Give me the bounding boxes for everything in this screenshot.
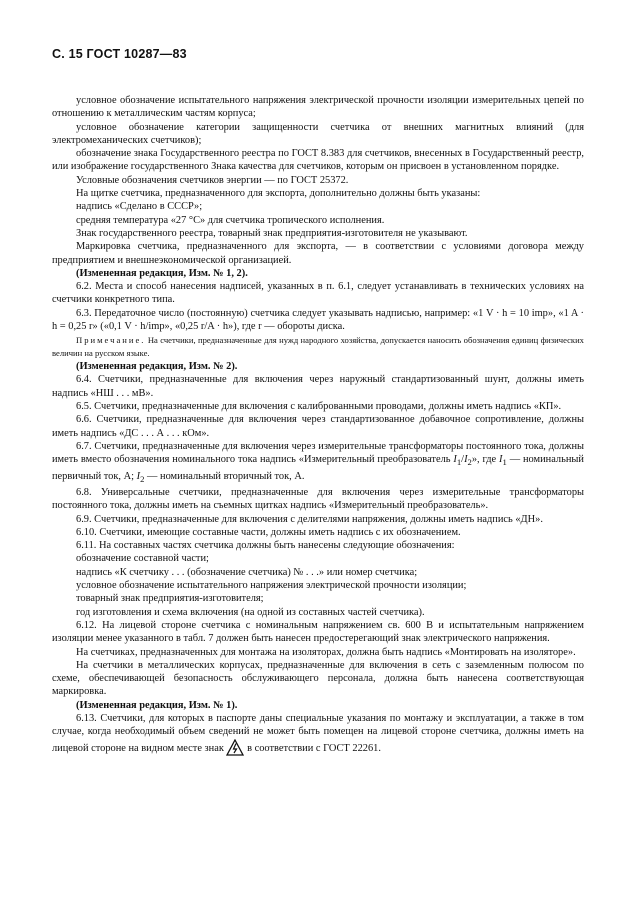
clause-6-7-text: 6.7. Счетчики, предназначенные для включения через измерительные трансформаторы постоянного тока, должны иметь вместо обозначения номинального тока надпись «Измерительный преобразователь bbox=[52, 440, 584, 466]
page-header: С. 15 ГОСТ 10287—83 bbox=[52, 47, 187, 61]
var-i: I bbox=[464, 454, 468, 466]
note-label: Примечание. bbox=[76, 335, 146, 346]
sub-2: 2 bbox=[467, 457, 472, 468]
warning-triangle-icon bbox=[226, 739, 244, 756]
sub-1: 1 bbox=[502, 457, 507, 468]
clause-6-10: 6.10. Счетчики, имеющие составные части, должны иметь надпись с их обозначением. bbox=[76, 526, 461, 538]
clause-6-13 bbox=[52, 712, 584, 756]
clause-6-7 bbox=[52, 440, 584, 486]
clause-6-12: 6.12. На лицевой стороне счетчика с номинальным напряжением св. 600 В и испытательным напряжением изоляции менее указанного в табл. 7 должен быть нанесен предостерегающий знак электрического напряжения. bbox=[52, 619, 584, 645]
paragraph: Маркировка счетчика, предназначенного для экспорта, — в соответствии с условиями договора между предприятием и внешнеэкономической организацией. bbox=[52, 241, 584, 266]
clause-6-2: 6.2. Места и способ нанесения надписей, указанных в п. 6.1, следует устанавливать в технических условиях на счетчики конкретного типа. bbox=[52, 281, 584, 306]
paragraph: надпись «Сделано в СССР»; bbox=[76, 201, 203, 213]
var-i: I bbox=[499, 454, 503, 466]
list-item: надпись «К счетчику . . . (обозначение счетчика) № . . .» или номер счетчика; bbox=[76, 566, 418, 578]
document-body bbox=[52, 94, 584, 756]
clause-6-5: 6.5. Счетчики, предназначенные для включения с калиброванными проводами, должны иметь надпись «КП». bbox=[76, 401, 562, 413]
clause-6-11: 6.11. На составных частях счетчика должны быть нанесены следующие обозначения: bbox=[76, 540, 455, 552]
sub-2: 2 bbox=[140, 473, 145, 484]
paragraph: Условные обозначения счетчиков энергии — по ГОСТ 25372. bbox=[76, 174, 349, 186]
clause-6-4: 6.4. Счетчики, предназначенные для включения через наружный стандартизованный шунт, должны иметь надпись «НШ . . . мВ». bbox=[52, 374, 584, 399]
paragraph: На счетчики в металлических корпусах, предназначенные для включения в сеть с заземленным полюсом по схеме, обеспечивающей безопасность обслуживающего персонала, должна быть нанесена соответствующая маркировка. bbox=[52, 659, 584, 698]
amendment-note: (Измененная редакция, Изм. № 1). bbox=[76, 699, 238, 711]
clause-6-13-tail: в соответствии с ГОСТ 22261. bbox=[247, 742, 381, 754]
paragraph: Знак государственного реестра, товарный знак предприятия-изготовителя не указывают. bbox=[76, 227, 468, 239]
var-i: I bbox=[453, 454, 457, 466]
amendment-note: (Измененная редакция, Изм. № 2). bbox=[76, 361, 238, 373]
primary-current-text: — номинальный первичный ток, А; bbox=[52, 454, 584, 482]
paragraph: средняя температура «27 °С» для счетчика тропического исполнения. bbox=[76, 214, 385, 226]
note bbox=[52, 334, 584, 359]
secondary-current-text: — номинальный вторичный ток, А. bbox=[147, 470, 305, 482]
list-item: год изготовления и схема включения (на одной из составных частей счетчика). bbox=[76, 606, 425, 618]
clause-6-9: 6.9. Счетчики, предназначенные для включения с делителями напряжения, должны иметь надпись «ДН». bbox=[76, 513, 543, 525]
list-item: товарный знак предприятия-изготовителя; bbox=[76, 593, 264, 605]
paragraph: На щитке счетчика, предназначенного для экспорта, дополнительно должны быть указаны: bbox=[76, 188, 481, 200]
clause-6-13-text: 6.13. Счетчики, для которых в паспорте даны специальные указания по монтажу и эксплуатации, а также в том случае, когда необходимый объем сведений не может быть помещен на лицевой стороне счетчика, должны иметь на лицевой стороне на видном месте знак bbox=[52, 713, 584, 754]
clause-6-8: 6.8. Универсальные счетчики, предназначенные для включения через измерительные трансформаторы постоянного тока, должны иметь на съемных щитках надпись «Измерительный преобразователь». bbox=[52, 486, 584, 512]
paragraph: На счетчиках, предназначенных для монтажа на изоляторах, должна быть надпись «Монтировать на изоляторе». bbox=[76, 646, 576, 658]
list-item: условное обозначение испытательного напряжения электрической прочности изоляции; bbox=[76, 580, 467, 592]
amendment-note: (Измененная редакция, Изм. № 1, 2). bbox=[76, 267, 248, 279]
paragraph: обозначение знака Государственного реестра по ГОСТ 8.383 для счетчиков, внесенных в Государственный реестр, или изображение государственного Знака качества для счетчиков, которым он присвоен в установленном порядке. bbox=[52, 148, 584, 173]
sub-1: 1 bbox=[456, 457, 462, 468]
list-item: обозначение составной части; bbox=[76, 553, 209, 565]
var-i: I bbox=[136, 470, 141, 482]
paragraph: условное обозначение категории защищенности счетчика от внешних магнитных влияний (для электромеханических счетчиков); bbox=[52, 121, 584, 146]
note-text: На счетчики, предназначенные для нужд народного хозяйства, допускается наносить обозначения единиц физических величин на русском языке. bbox=[52, 335, 584, 358]
paragraph: условное обозначение испытательного напряжения электрической прочности изоляции измерительных цепей по отношению к металлическим частям корпуса; bbox=[52, 95, 584, 120]
clause-6-6: 6.6. Счетчики, предназначенные для включения через стандартизованное добавочное сопротивление, должны иметь надпись «ДС . . . А . . . кОм». bbox=[52, 414, 584, 439]
slash: / bbox=[461, 454, 465, 466]
where-text: », где bbox=[471, 454, 497, 466]
clause-6-3: 6.3. Передаточное число (постоянную) счетчика следует указывать надписью, например: «1 V · h = 10 imp», «1 A · h = 0,25 r» («0,1 V · h/imp», «0,25 r/A · h»), где r — обороты диска. bbox=[52, 307, 584, 333]
